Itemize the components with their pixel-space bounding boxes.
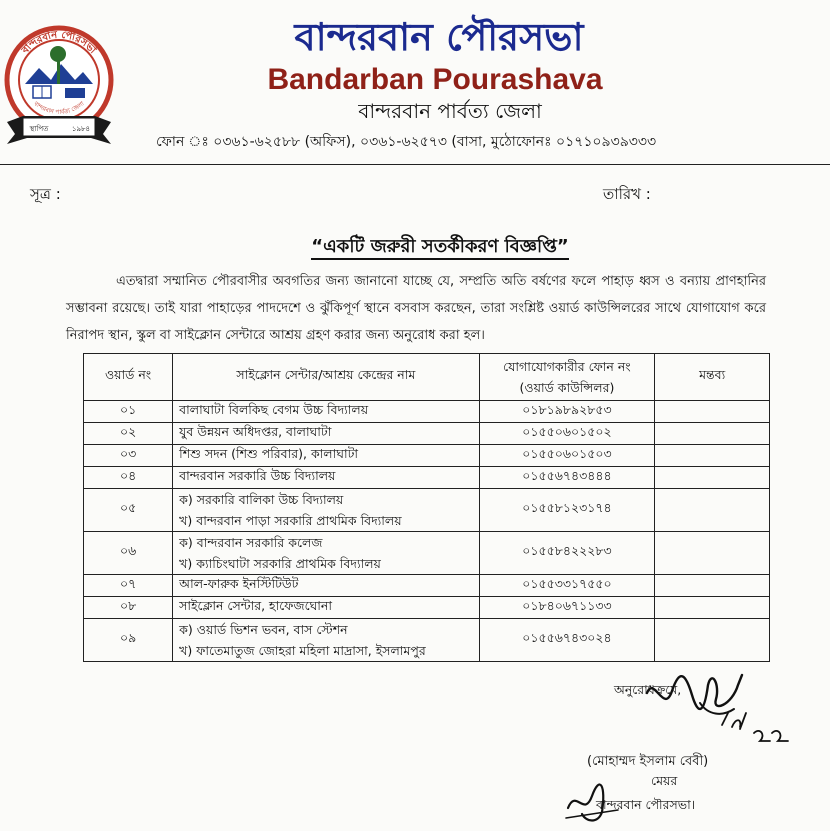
ward-no: ০৫ xyxy=(84,489,173,532)
remarks xyxy=(655,597,770,619)
org-title-english: Bandarban Pourashava xyxy=(267,63,603,96)
header-center: সাইক্লোন সেন্টার/আশ্রয় কেন্দ্রের নাম xyxy=(173,354,479,401)
center-name: শিশু সদন (শিশু পরিবার), কালাঘাটা xyxy=(173,445,479,467)
table-row xyxy=(84,597,770,619)
table-row xyxy=(84,445,770,467)
center-name: সাইক্লোন সেন্টার, হাফেজঘোনা xyxy=(173,597,479,619)
shelter-table xyxy=(83,353,770,662)
remarks xyxy=(655,575,770,597)
ward-no: ০৯ xyxy=(84,619,173,662)
center-name-line: খ) ক্যাচিংঘাটা সরকারি প্রাথমিক বিদ্যালয় xyxy=(179,556,381,571)
phone-no: ০১৫৫০৬০১৫০৩ xyxy=(479,445,655,467)
ward-no: ০৩ xyxy=(84,445,173,467)
center-name xyxy=(173,532,479,575)
center-name-line: খ) ফাতেমাতুজ জোহরা মহিলা মাদ্রাসা, ইসলামপুর xyxy=(179,643,426,658)
reference-label: সূত্র : xyxy=(30,185,61,203)
phone-line: ফোন ঃ ০৩৬১-৬২৫৮৮ (অফিস), ০৩৬১-৬২৫৭৩ (বাসা, মুঠোফোনঃ ০১৭১০৯৩৯৩৩৩ xyxy=(156,134,657,150)
center-name-line: ক) ওয়ার্ড ভিশন ভবন, বাস স্টেশন xyxy=(179,622,348,637)
center-name xyxy=(173,619,479,662)
seal-ring-text: বান্দরবান পৌরসভা xyxy=(19,29,98,57)
remarks xyxy=(655,445,770,467)
center-name: আল-ফারুক ইনস্টিটিউট xyxy=(173,575,479,597)
seal-bottom-text: বান্দরবান পার্বত্য জেলা xyxy=(32,100,86,116)
table-row xyxy=(84,489,770,532)
table-row xyxy=(84,401,770,423)
notice-heading xyxy=(280,232,600,262)
mayor-name: (মোহাম্মদ ইসলাম বেবী) xyxy=(587,754,709,769)
table-row xyxy=(84,467,770,489)
ward-no: ০৪ xyxy=(84,467,173,489)
mayor-title: মেয়র xyxy=(651,773,678,788)
handwritten-signature-icon xyxy=(642,655,792,745)
request-label: অনুরোধক্রমে, xyxy=(614,682,682,697)
center-name-line: ক) বান্দরবান সরকারি কলেজ xyxy=(179,535,323,550)
ward-no: ০৬ xyxy=(84,532,173,575)
ward-no: ০৭ xyxy=(84,575,173,597)
remarks xyxy=(655,489,770,532)
header-phone-line1: যোগাযোগকারীর ফোন নং xyxy=(503,359,631,374)
seal-ribbon-left: স্থাপিত xyxy=(29,125,49,133)
table-row xyxy=(84,532,770,575)
table-row xyxy=(84,423,770,445)
remarks xyxy=(655,532,770,575)
center-name xyxy=(173,489,479,532)
table-header-row xyxy=(84,354,770,401)
ward-no: ০২ xyxy=(84,423,173,445)
center-name: বান্দরবান সরকারি উচ্চ বিদ্যালয় xyxy=(173,467,479,489)
phone-no: ০১৮৪০৬৭১১৩৩ xyxy=(479,597,655,619)
district-name: বান্দরবান পার্বত্য জেলা xyxy=(358,99,542,123)
center-name-line: ক) সরকারি বালিকা উচ্চ বিদ্যালয় xyxy=(179,492,344,507)
municipality-seal-icon xyxy=(3,22,115,150)
phone-no: ০১৫৫৩৩১৭৫৫০ xyxy=(479,575,655,597)
phone-no: ০১৫৫০৬০১৫০২ xyxy=(479,423,655,445)
notice-heading-text: “একটি জরুরী সতর্কীকরণ বিজ্ঞপ্তি” xyxy=(311,236,569,260)
table-row xyxy=(84,575,770,597)
phone-no: ০১৮১৯৮৯২৮৫৩ xyxy=(479,401,655,423)
center-name: বালাঘাটা বিলকিছ বেগম উচ্চ বিদ্যালয় xyxy=(173,401,479,423)
seal-ribbon-right: ১৯৮৪ xyxy=(71,125,91,133)
header-remarks: মন্তব্য xyxy=(655,354,770,401)
remarks xyxy=(655,423,770,445)
header-phone-line2: (ওয়ার্ড কাউন্সিলর) xyxy=(519,380,615,395)
center-name-line: খ) বান্দরবান পাড়া সরকারি প্রাথমিক বিদ্যালয় xyxy=(179,513,402,528)
ward-no: ০৮ xyxy=(84,597,173,619)
header-ward: ওয়ার্ড নং xyxy=(84,354,173,401)
ward-no: ০১ xyxy=(84,401,173,423)
date-label: তারিখ : xyxy=(603,185,651,203)
phone-no: ০১৫৫৬৭৪৩৪৪৪ xyxy=(479,467,655,489)
remarks xyxy=(655,467,770,489)
phone-no: ০১৫৫৮১২৩১৭৪ xyxy=(479,489,655,532)
remarks xyxy=(655,401,770,423)
header-divider xyxy=(0,164,830,165)
org-title-bengali: বান্দরবান পৌরসভা xyxy=(294,15,584,59)
table-body xyxy=(84,401,770,662)
header-phone xyxy=(479,354,655,401)
center-name: যুব উন্নয়ন অধিদপ্তর, বালাঘাটা xyxy=(173,423,479,445)
phone-no: ০১৫৫৮৪২২২৮৩ xyxy=(479,532,655,575)
phone-no: ০১৫৫৬৭৪৩০২৪ xyxy=(479,619,655,662)
mayor-organization: বান্দরবান পৌরসভা। xyxy=(596,797,696,812)
notice-body: এতদ্বারা সম্মানিত পৌরবাসীর অবগতির জন্য জানানো যাচ্ছে যে, সম্প্রতি অতি বর্ষণের ফলে পাহাড় ধ্বস ও বন্যায় প্রাণহানির সম্ভাবনা রয়েছে। তাই যারা পাহাড়ের পাদদেশে ও ঝুঁকিপূর্ণ স্থানে বসবাস করছেন, তারা সংশ্লিষ্ট ওয়ার্ড কাউন্সিলরের সাথে যোগাযোগ করে নিরাপদ স্থান, স্কুল বা সাইক্লোন সেন্টারে আশ্রয় গ্রহণ করার জন্য অনুরোধ করা হল। xyxy=(66,274,766,343)
